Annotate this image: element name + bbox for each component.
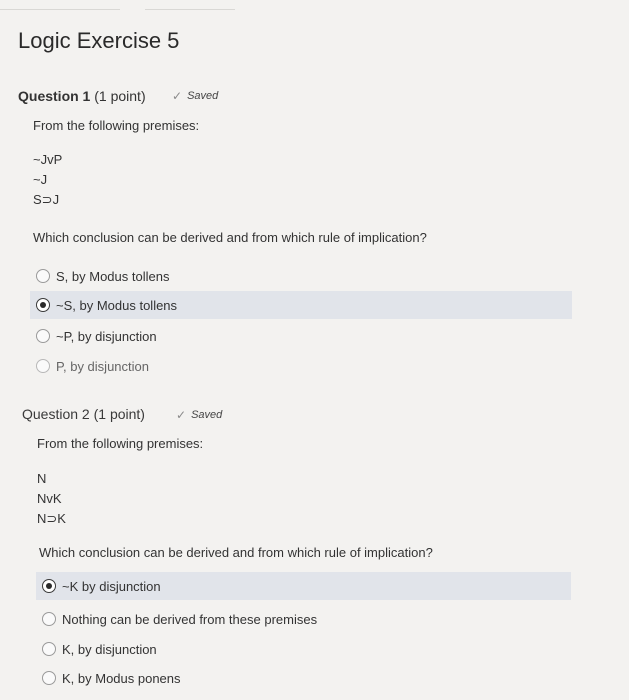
option-label: ~K by disjunction (62, 578, 161, 594)
radio-button[interactable] (36, 359, 50, 373)
checkmark-icon: ✓ (172, 89, 183, 103)
top-divider (0, 0, 629, 12)
question-2-text: Which conclusion can be derived and from which rule of implication? (39, 545, 433, 560)
question-1-option-2[interactable] (30, 291, 572, 319)
question-2-option-4[interactable] (42, 664, 572, 692)
option-label: S, by Modus tollens (56, 268, 170, 284)
option-label: ~P, by disjunction (56, 328, 157, 344)
radio-button[interactable] (42, 642, 56, 656)
question-1-premise-2: ~J (33, 172, 48, 187)
question-1-option-1[interactable] (36, 262, 566, 290)
radio-button[interactable] (36, 269, 50, 283)
question-2-prompt: From the following premises: (37, 436, 204, 451)
question-2-premise-1: N (37, 471, 47, 486)
question-2-saved-status (176, 408, 222, 422)
question-1-premise-3: S⊃J (33, 192, 60, 207)
question-2-points: (1 point) (93, 406, 145, 422)
question-1-points: (1 point) (94, 88, 146, 104)
option-label: K, by Modus ponens (62, 670, 181, 686)
question-2-premise-3: N⊃K (37, 511, 66, 526)
question-1-prompt: From the following premises: (33, 118, 200, 133)
radio-dot-icon (40, 302, 46, 308)
option-label: ~S, by Modus tollens (56, 297, 178, 313)
question-1-text: Which conclusion can be derived and from which rule of implication? (33, 230, 427, 245)
question-1-option-3[interactable] (36, 322, 566, 350)
question-2-option-1[interactable] (36, 572, 571, 600)
question-1-saved-status (172, 89, 218, 103)
option-label: P, by disjunction (56, 358, 149, 374)
question-1-title: Question 1 (18, 88, 91, 104)
page-title: Logic Exercise 5 (18, 28, 180, 53)
question-1-premise-1: ~JvP (33, 152, 63, 167)
question-2-option-3[interactable] (42, 635, 572, 663)
option-label: K, by disjunction (62, 641, 157, 657)
option-label: Nothing can be derived from these premises (62, 611, 318, 627)
question-2-option-2[interactable] (42, 605, 572, 633)
question-2-header (22, 406, 145, 422)
checkmark-icon: ✓ (176, 408, 187, 422)
radio-button[interactable] (42, 612, 56, 626)
question-2-title: Question 2 (22, 406, 90, 422)
radio-button[interactable] (42, 671, 56, 685)
saved-label: Saved (191, 409, 223, 421)
question-1-header (18, 88, 146, 104)
question-2-premise-2: NvK (37, 491, 62, 506)
divider-segment (0, 9, 120, 10)
radio-button[interactable] (36, 329, 50, 343)
radio-button-selected[interactable] (42, 579, 56, 593)
radio-button-selected[interactable] (36, 298, 50, 312)
divider-segment (145, 9, 235, 10)
saved-label: Saved (187, 90, 219, 102)
radio-dot-icon (46, 583, 52, 589)
question-1-option-4[interactable] (36, 352, 566, 380)
